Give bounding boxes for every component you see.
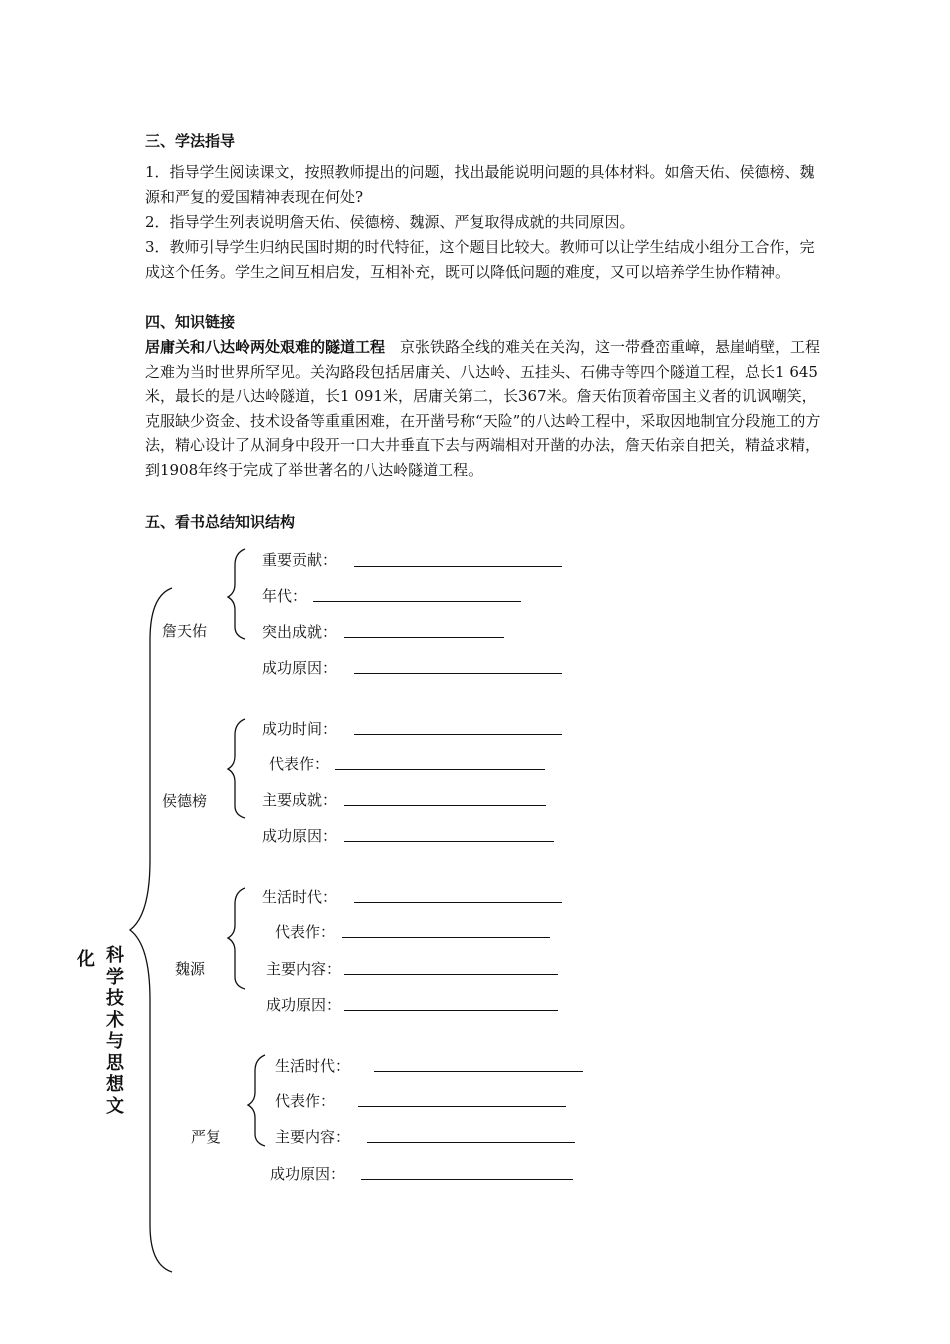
fill-blank-line[interactable] xyxy=(361,1179,573,1180)
fill-blank-line[interactable] xyxy=(335,769,545,770)
field-label: 年代： xyxy=(262,587,308,605)
main-title-vertical: 科学技术与思想文 xyxy=(106,945,124,1117)
fill-blank-line[interactable] xyxy=(344,1010,558,1011)
section4-body: 京张铁路全线的难关在关沟，这一带叠峦重嶂，悬崖峭壁，工程之难为当时世界所罕见。关沟路段包括居庸关、八达岭、五挂头、石佛寺等四个隧道工程，总长1 645米，最长的是八达岭隧道，长1 091米，居庸关第二，长367米。詹天佑顶着帝国主义者的讥讽嘲笑，克服缺少资金、技术设备等重重困难，在开凿号称“天险”的八达岭工程中，采取因地制宜分段施工的方法，精心设计了从洞身中段开一口大井垂直下去与两端相对开凿的办法，詹天佑亲自把关，精益求精，到1908年终于完成了举世著名的八达岭隧道工程。 xyxy=(145,338,821,479)
section3-paragraph-3: 3．教师引导学生归纳民国时期的时代特征，这个题目比较大。教师可以让学生结成小组分工合作，完成这个任务。学生之间互相启发，互相补充，既可以降低问题的难度，又可以培养学生协作精神。 xyxy=(145,238,815,281)
section4-subtitle: 居庸关和八达岭两处艰难的隧道工程 xyxy=(145,338,386,356)
fill-blank-line[interactable] xyxy=(344,974,558,975)
fill-blank-line[interactable] xyxy=(313,601,521,602)
fill-blank-line[interactable] xyxy=(374,1071,583,1072)
person-name: 詹天佑 xyxy=(162,622,208,640)
fill-blank-line[interactable] xyxy=(367,1142,575,1143)
field-label: 代表作： xyxy=(275,923,336,941)
section5-title: 五、看书总结知识结构 xyxy=(145,513,296,531)
section3-paragraph-1: 1．指导学生阅读课文，按照教师提出的问题，找出最能说明问题的具体材料。如詹天佑、侯德榜、魏源和严复的爱国精神表现在何处? xyxy=(145,163,815,206)
field-label: 生活时代： xyxy=(262,888,338,906)
fill-blank-line[interactable] xyxy=(354,734,562,735)
field-label: 成功时间： xyxy=(262,720,338,738)
field-label: 成功原因： xyxy=(262,659,338,677)
fill-blank-line[interactable] xyxy=(342,937,550,938)
field-label: 生活时代： xyxy=(275,1057,351,1075)
field-label: 成功原因： xyxy=(270,1165,346,1183)
field-label: 代表作： xyxy=(269,755,330,773)
fill-blank-line[interactable] xyxy=(344,637,504,638)
field-label: 成功原因： xyxy=(262,827,338,845)
section3-title: 三、学法指导 xyxy=(145,132,236,150)
fill-blank-line[interactable] xyxy=(354,566,562,567)
field-label: 突出成就： xyxy=(262,623,338,641)
main-title-tail: 化 xyxy=(77,949,95,970)
section3-paragraph-2: 2．指导学生列表说明詹天佑、侯德榜、魏源、严复取得成就的共同原因。 xyxy=(145,213,635,231)
fill-blank-line[interactable] xyxy=(354,673,562,674)
person-name: 魏源 xyxy=(175,960,206,978)
fill-blank-line[interactable] xyxy=(354,902,562,903)
field-label: 重要贡献： xyxy=(262,551,338,569)
fill-blank-line[interactable] xyxy=(344,841,554,842)
field-label: 主要成就： xyxy=(262,791,338,809)
field-label: 代表作： xyxy=(275,1092,336,1110)
section4-title: 四、知识链接 xyxy=(145,313,236,331)
person-name: 严复 xyxy=(191,1128,222,1146)
field-label: 成功原因： xyxy=(266,996,342,1014)
field-label: 主要内容： xyxy=(275,1128,351,1146)
field-label: 主要内容： xyxy=(266,960,342,978)
fill-blank-line[interactable] xyxy=(344,805,546,806)
fill-blank-line[interactable] xyxy=(358,1106,566,1107)
person-name: 侯德榜 xyxy=(162,792,208,810)
